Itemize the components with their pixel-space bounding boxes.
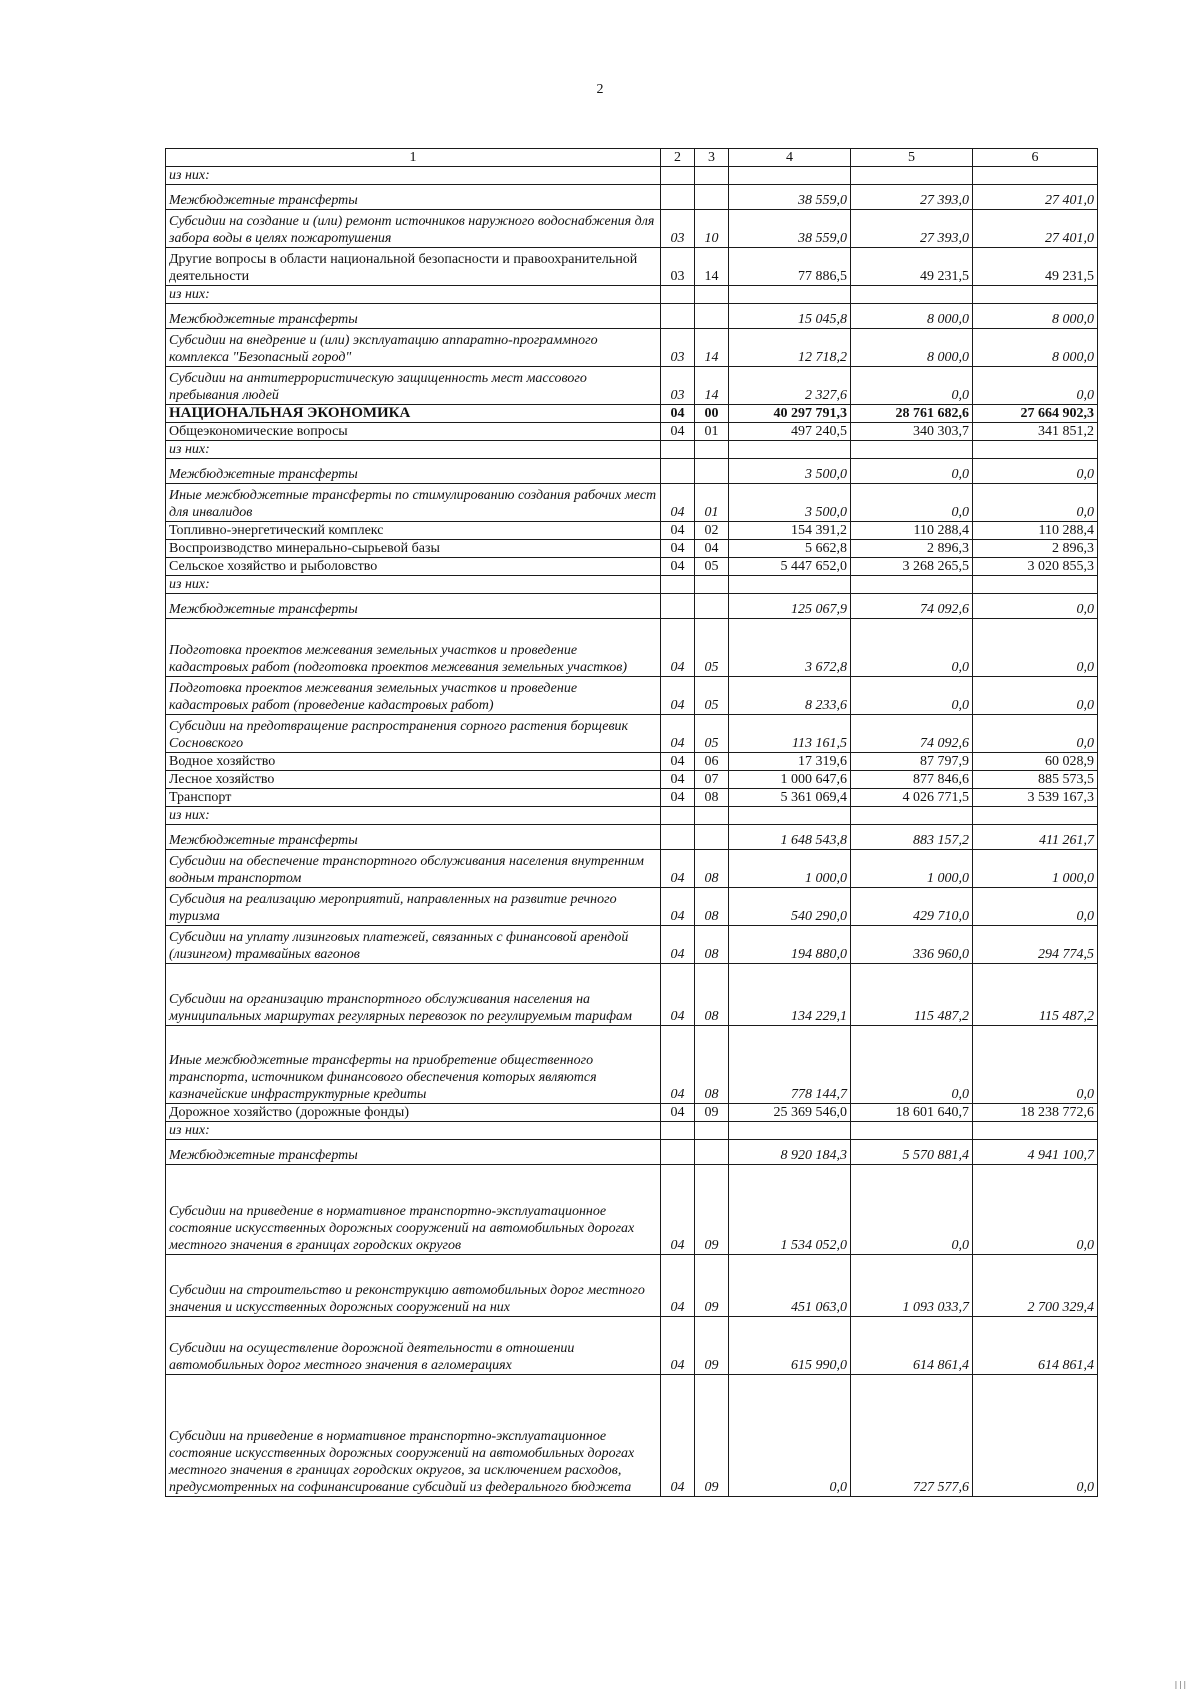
row-subsection-code: 02 (695, 522, 729, 540)
header-row (166, 149, 1098, 167)
value-col-5: 3 268 265,5 (851, 558, 973, 576)
row-name: Межбюджетные трансферты (166, 825, 661, 850)
value-col-5: 110 288,4 (851, 522, 973, 540)
row-subsection-code (695, 459, 729, 484)
value-col-4: 0,0 (729, 1375, 851, 1497)
table-row (166, 405, 1098, 423)
value-col-4: 194 880,0 (729, 926, 851, 964)
row-name: Субсидии на приведение в нормативное транспортно-эксплуатационное состояние искусственных дорожных сооружений на автомобильных дорогах местного значения в границах городских округов, за исключением расходов, предусмотренных на софинансирование субсидий из федерального бюджета (166, 1375, 661, 1497)
value-col-4: 3 672,8 (729, 619, 851, 677)
value-col-6: 3 539 167,3 (973, 789, 1098, 807)
row-section-code: 04 (661, 771, 695, 789)
value-col-6: 885 573,5 (973, 771, 1098, 789)
table-row (166, 484, 1098, 522)
value-col-5 (851, 441, 973, 459)
row-name: Другие вопросы в области национальной безопасности и правоохранительной деятельности (166, 248, 661, 286)
value-col-4: 134 229,1 (729, 964, 851, 1026)
value-col-4 (729, 286, 851, 304)
row-subsection-code: 05 (695, 715, 729, 753)
budget-table (165, 148, 1098, 1497)
value-col-5: 0,0 (851, 367, 973, 405)
row-subsection-code: 08 (695, 789, 729, 807)
value-col-4: 615 990,0 (729, 1317, 851, 1375)
value-col-6: 49 231,5 (973, 248, 1098, 286)
value-col-5: 8 000,0 (851, 329, 973, 367)
row-section-code: 03 (661, 367, 695, 405)
table-row (166, 964, 1098, 1026)
row-subsection-code: 05 (695, 619, 729, 677)
value-col-5: 49 231,5 (851, 248, 973, 286)
table-row (166, 888, 1098, 926)
row-subsection-code (695, 441, 729, 459)
value-col-4: 8 233,6 (729, 677, 851, 715)
row-subsection-code: 10 (695, 210, 729, 248)
value-col-6: 0,0 (973, 1026, 1098, 1104)
row-section-code: 04 (661, 540, 695, 558)
value-col-6: 411 261,7 (973, 825, 1098, 850)
row-name: Межбюджетные трансферты (166, 459, 661, 484)
row-name: Субсидии на уплату лизинговых платежей, связанных с финансовой арендой (лизингом) трамвайных вагонов (166, 926, 661, 964)
value-col-6: 0,0 (973, 367, 1098, 405)
row-subsection-code (695, 807, 729, 825)
row-name: из них: (166, 807, 661, 825)
value-col-4: 113 161,5 (729, 715, 851, 753)
row-name: Субсидии на создание и (или) ремонт источников наружного водоснабжения для забора воды в целях пожаротушения (166, 210, 661, 248)
row-subsection-code (695, 1122, 729, 1140)
row-subsection-code: 00 (695, 405, 729, 423)
value-col-5: 0,0 (851, 484, 973, 522)
row-subsection-code (695, 304, 729, 329)
row-section-code (661, 825, 695, 850)
value-col-6: 614 861,4 (973, 1317, 1098, 1375)
row-subsection-code: 09 (695, 1317, 729, 1375)
value-col-4: 5 447 652,0 (729, 558, 851, 576)
row-subsection-code: 08 (695, 964, 729, 1026)
row-section-code: 04 (661, 558, 695, 576)
table-row (166, 1165, 1098, 1255)
row-name: из них: (166, 1122, 661, 1140)
value-col-4 (729, 167, 851, 185)
row-section-code: 04 (661, 1165, 695, 1255)
row-section-code (661, 286, 695, 304)
row-section-code: 04 (661, 405, 695, 423)
value-col-4: 8 920 184,3 (729, 1140, 851, 1165)
row-subsection-code: 14 (695, 248, 729, 286)
table-row (166, 1375, 1098, 1497)
table-row (166, 1026, 1098, 1104)
value-col-6: 2 700 329,4 (973, 1255, 1098, 1317)
value-col-6 (973, 441, 1098, 459)
value-col-4: 778 144,7 (729, 1026, 851, 1104)
value-col-5: 877 846,6 (851, 771, 973, 789)
table-row (166, 304, 1098, 329)
value-col-4: 1 000,0 (729, 850, 851, 888)
table-row (166, 248, 1098, 286)
value-col-5: 2 896,3 (851, 540, 973, 558)
row-subsection-code: 08 (695, 888, 729, 926)
row-section-code: 04 (661, 1255, 695, 1317)
row-subsection-code: 01 (695, 423, 729, 441)
table-row (166, 771, 1098, 789)
row-section-code: 03 (661, 248, 695, 286)
value-col-5: 115 487,2 (851, 964, 973, 1026)
table-row (166, 594, 1098, 619)
row-section-code: 04 (661, 522, 695, 540)
row-section-code (661, 441, 695, 459)
row-name: Водное хозяйство (166, 753, 661, 771)
table-row (166, 441, 1098, 459)
table-row (166, 1122, 1098, 1140)
row-section-code (661, 576, 695, 594)
row-name: Субсидии на обеспечение транспортного обслуживания населения внутренним водным транспортом (166, 850, 661, 888)
value-col-4 (729, 441, 851, 459)
value-col-6: 0,0 (973, 594, 1098, 619)
table-row (166, 540, 1098, 558)
row-subsection-code: 06 (695, 753, 729, 771)
row-name: из них: (166, 441, 661, 459)
row-name: Подготовка проектов межевания земельных участков и проведение кадастровых работ (подготовка проектов межевания земельных участков) (166, 619, 661, 677)
value-col-5: 429 710,0 (851, 888, 973, 926)
table-row (166, 522, 1098, 540)
row-subsection-code: 08 (695, 1026, 729, 1104)
value-col-4: 3 500,0 (729, 459, 851, 484)
row-section-code: 04 (661, 423, 695, 441)
row-subsection-code (695, 185, 729, 210)
table-row (166, 926, 1098, 964)
row-name: Субсидии на предотвращение распространения сорного растения борщевик Сосновского (166, 715, 661, 753)
row-name: Воспроизводство минерально-сырьевой базы (166, 540, 661, 558)
row-name: Межбюджетные трансферты (166, 304, 661, 329)
value-col-4: 15 045,8 (729, 304, 851, 329)
table-row (166, 329, 1098, 367)
value-col-5 (851, 286, 973, 304)
value-col-5: 5 570 881,4 (851, 1140, 973, 1165)
value-col-6: 4 941 100,7 (973, 1140, 1098, 1165)
value-col-6: 0,0 (973, 1375, 1098, 1497)
value-col-6: 8 000,0 (973, 304, 1098, 329)
row-name: Сельское хозяйство и рыболовство (166, 558, 661, 576)
row-section-code: 04 (661, 1026, 695, 1104)
value-col-6: 18 238 772,6 (973, 1104, 1098, 1122)
value-col-6: 294 774,5 (973, 926, 1098, 964)
row-section-code: 04 (661, 888, 695, 926)
value-col-6: 8 000,0 (973, 329, 1098, 367)
value-col-4: 451 063,0 (729, 1255, 851, 1317)
row-section-code: 04 (661, 964, 695, 1026)
row-subsection-code (695, 167, 729, 185)
value-col-5: 0,0 (851, 1026, 973, 1104)
table-row (166, 1255, 1098, 1317)
value-col-5 (851, 576, 973, 594)
row-name: НАЦИОНАЛЬНАЯ ЭКОНОМИКА (166, 405, 661, 423)
value-col-5: 87 797,9 (851, 753, 973, 771)
row-name: Субсидии на осуществление дорожной деятельности в отношении автомобильных дорог местного значения в агломерациях (166, 1317, 661, 1375)
row-section-code (661, 185, 695, 210)
value-col-6 (973, 576, 1098, 594)
row-name: из них: (166, 286, 661, 304)
value-col-4: 12 718,2 (729, 329, 851, 367)
row-subsection-code: 09 (695, 1255, 729, 1317)
row-section-code: 04 (661, 1317, 695, 1375)
value-col-5: 18 601 640,7 (851, 1104, 973, 1122)
row-name: Субсидии на внедрение и (или) эксплуатацию аппаратно-программного комплекса "Безопасный город" (166, 329, 661, 367)
value-col-5: 1 093 033,7 (851, 1255, 973, 1317)
row-subsection-code (695, 1140, 729, 1165)
value-col-6 (973, 1122, 1098, 1140)
table-row (166, 677, 1098, 715)
table-row (166, 286, 1098, 304)
value-col-4: 5 361 069,4 (729, 789, 851, 807)
row-name: Субсидии на организацию транспортного обслуживания населения на муниципальных маршрутах регулярных перевозок по регулируемым тарифам (166, 964, 661, 1026)
table-row (166, 850, 1098, 888)
value-col-5: 27 393,0 (851, 210, 973, 248)
value-col-4: 1 648 543,8 (729, 825, 851, 850)
row-subsection-code (695, 594, 729, 619)
row-subsection-code (695, 576, 729, 594)
column-header: 4 (729, 149, 851, 167)
value-col-6: 2 896,3 (973, 540, 1098, 558)
value-col-4: 38 559,0 (729, 185, 851, 210)
value-col-6: 0,0 (973, 677, 1098, 715)
value-col-4: 3 500,0 (729, 484, 851, 522)
row-section-code: 03 (661, 329, 695, 367)
row-name: Межбюджетные трансферты (166, 1140, 661, 1165)
table-row (166, 715, 1098, 753)
row-section-code: 04 (661, 789, 695, 807)
row-subsection-code: 14 (695, 367, 729, 405)
value-col-6: 27 401,0 (973, 210, 1098, 248)
row-section-code (661, 807, 695, 825)
table-row (166, 619, 1098, 677)
row-subsection-code: 04 (695, 540, 729, 558)
table-row (166, 1104, 1098, 1122)
value-col-5: 74 092,6 (851, 594, 973, 619)
row-name: Межбюджетные трансферты (166, 594, 661, 619)
value-col-4: 25 369 546,0 (729, 1104, 851, 1122)
table-row (166, 367, 1098, 405)
column-header: 1 (166, 149, 661, 167)
column-header: 3 (695, 149, 729, 167)
table-row (166, 167, 1098, 185)
value-col-6: 27 664 902,3 (973, 405, 1098, 423)
value-col-6: 0,0 (973, 484, 1098, 522)
value-col-4: 5 662,8 (729, 540, 851, 558)
table-body (166, 167, 1098, 1497)
column-header: 5 (851, 149, 973, 167)
value-col-5: 28 761 682,6 (851, 405, 973, 423)
row-subsection-code: 09 (695, 1104, 729, 1122)
value-col-6 (973, 807, 1098, 825)
value-col-4: 77 886,5 (729, 248, 851, 286)
value-col-5 (851, 807, 973, 825)
row-name: Субсидии на строительство и реконструкцию автомобильных дорог местного значения и искусственных дорожных сооружений на них (166, 1255, 661, 1317)
value-col-5: 340 303,7 (851, 423, 973, 441)
row-subsection-code: 14 (695, 329, 729, 367)
value-col-4: 497 240,5 (729, 423, 851, 441)
value-col-6: 27 401,0 (973, 185, 1098, 210)
row-section-code: 04 (661, 484, 695, 522)
row-name: Межбюджетные трансферты (166, 185, 661, 210)
row-name: Лесное хозяйство (166, 771, 661, 789)
value-col-4: 540 290,0 (729, 888, 851, 926)
value-col-4: 2 327,6 (729, 367, 851, 405)
row-subsection-code: 01 (695, 484, 729, 522)
row-subsection-code: 08 (695, 850, 729, 888)
row-name: Транспорт (166, 789, 661, 807)
row-section-code: 04 (661, 926, 695, 964)
row-name: Общеэкономические вопросы (166, 423, 661, 441)
table-row (166, 185, 1098, 210)
value-col-6: 0,0 (973, 459, 1098, 484)
value-col-5: 4 026 771,5 (851, 789, 973, 807)
table-row (166, 825, 1098, 850)
value-col-5: 0,0 (851, 619, 973, 677)
value-col-4 (729, 576, 851, 594)
row-subsection-code: 07 (695, 771, 729, 789)
value-col-4 (729, 1122, 851, 1140)
row-subsection-code: 05 (695, 677, 729, 715)
table-row (166, 789, 1098, 807)
value-col-4: 38 559,0 (729, 210, 851, 248)
value-col-4: 17 319,6 (729, 753, 851, 771)
table-row (166, 558, 1098, 576)
table-row (166, 1140, 1098, 1165)
value-col-4 (729, 807, 851, 825)
value-col-5: 1 000,0 (851, 850, 973, 888)
value-col-5: 727 577,6 (851, 1375, 973, 1497)
value-col-5: 8 000,0 (851, 304, 973, 329)
column-header: 6 (973, 149, 1098, 167)
row-section-code (661, 1122, 695, 1140)
row-section-code: 04 (661, 619, 695, 677)
value-col-4: 154 391,2 (729, 522, 851, 540)
value-col-5: 883 157,2 (851, 825, 973, 850)
budget-table-container (165, 148, 1097, 1497)
row-section-code: 03 (661, 210, 695, 248)
value-col-4: 1 000 647,6 (729, 771, 851, 789)
value-col-6: 3 020 855,3 (973, 558, 1098, 576)
value-col-4: 1 534 052,0 (729, 1165, 851, 1255)
row-name: из них: (166, 576, 661, 594)
table-row (166, 423, 1098, 441)
value-col-6: 0,0 (973, 888, 1098, 926)
row-subsection-code: 08 (695, 926, 729, 964)
row-subsection-code (695, 286, 729, 304)
value-col-6: 0,0 (973, 715, 1098, 753)
value-col-5: 0,0 (851, 677, 973, 715)
row-name: Подготовка проектов межевания земельных участков и проведение кадастровых работ (проведение кадастровых работ) (166, 677, 661, 715)
value-col-6: 0,0 (973, 1165, 1098, 1255)
value-col-4: 40 297 791,3 (729, 405, 851, 423)
row-subsection-code: 09 (695, 1165, 729, 1255)
row-section-code: 04 (661, 850, 695, 888)
value-col-4: 125 067,9 (729, 594, 851, 619)
row-name: Иные межбюджетные трансферты по стимулированию создания рабочих мест для инвалидов (166, 484, 661, 522)
scan-mark: ǀǀǀ (1174, 1678, 1188, 1692)
row-section-code (661, 1140, 695, 1165)
value-col-6: 0,0 (973, 619, 1098, 677)
row-name: Топливно-энергетический комплекс (166, 522, 661, 540)
value-col-6 (973, 167, 1098, 185)
row-section-code (661, 594, 695, 619)
value-col-6: 115 487,2 (973, 964, 1098, 1026)
row-subsection-code: 05 (695, 558, 729, 576)
value-col-5: 0,0 (851, 1165, 973, 1255)
table-row (166, 576, 1098, 594)
row-section-code: 04 (661, 753, 695, 771)
value-col-5: 614 861,4 (851, 1317, 973, 1375)
row-subsection-code (695, 825, 729, 850)
value-col-6: 341 851,2 (973, 423, 1098, 441)
row-name: Субсидии на антитеррористическую защищенность мест массового пребывания людей (166, 367, 661, 405)
value-col-5 (851, 1122, 973, 1140)
row-name: Дорожное хозяйство (дорожные фонды) (166, 1104, 661, 1122)
row-section-code (661, 459, 695, 484)
row-name: Субсидия на реализацию мероприятий, направленных на развитие речного туризма (166, 888, 661, 926)
value-col-6: 1 000,0 (973, 850, 1098, 888)
table-row (166, 459, 1098, 484)
row-section-code: 04 (661, 1104, 695, 1122)
row-subsection-code: 09 (695, 1375, 729, 1497)
value-col-5: 74 092,6 (851, 715, 973, 753)
table-row (166, 753, 1098, 771)
page-number: 2 (596, 82, 604, 97)
value-col-5: 0,0 (851, 459, 973, 484)
column-header: 2 (661, 149, 695, 167)
row-section-code: 04 (661, 1375, 695, 1497)
value-col-6 (973, 286, 1098, 304)
row-name: Иные межбюджетные трансферты на приобретение общественного транспорта, источником финансового обеспечения которых являются казначейские инфраструктурные кредиты (166, 1026, 661, 1104)
table-row (166, 1317, 1098, 1375)
row-section-code: 04 (661, 677, 695, 715)
value-col-5: 336 960,0 (851, 926, 973, 964)
table-row (166, 210, 1098, 248)
table-row (166, 807, 1098, 825)
row-section-code (661, 167, 695, 185)
row-name: из них: (166, 167, 661, 185)
value-col-5: 27 393,0 (851, 185, 973, 210)
row-section-code: 04 (661, 715, 695, 753)
value-col-5 (851, 167, 973, 185)
value-col-6: 60 028,9 (973, 753, 1098, 771)
value-col-6: 110 288,4 (973, 522, 1098, 540)
row-section-code (661, 304, 695, 329)
row-name: Субсидии на приведение в нормативное транспортно-эксплуатационное состояние искусственных дорожных сооружений на автомобильных дорогах местного значения в границах городских округов (166, 1165, 661, 1255)
